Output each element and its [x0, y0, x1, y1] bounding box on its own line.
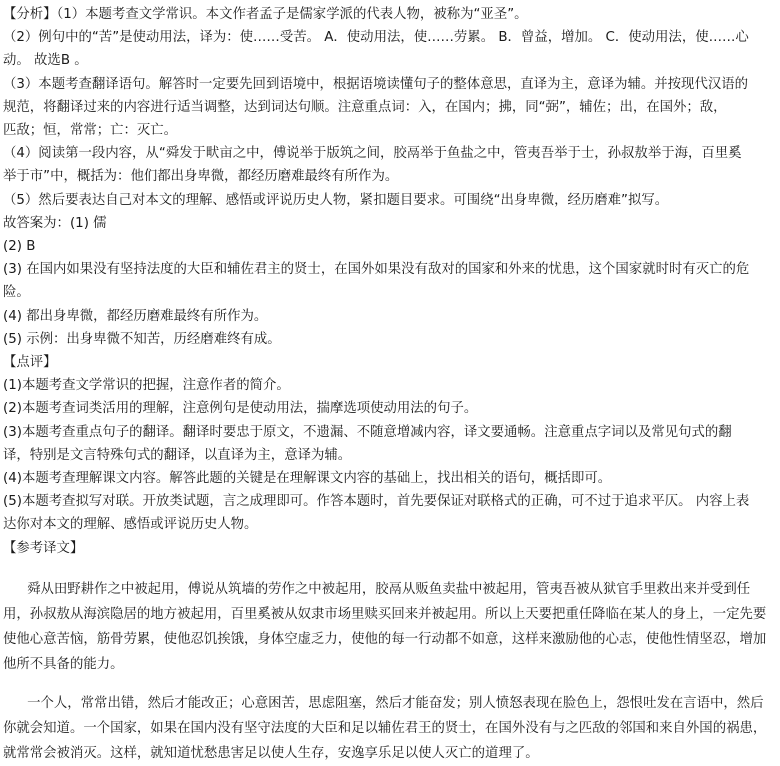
answer-line-3: (3) 在国内如果没有坚持法度的大臣和辅佐君主的贤士，在国外如果没有敌对的国家和外来的忧患，这个国家就时时有灭亡的危	[3, 262, 750, 278]
comment-line-6: (5)本题考查拟写对联。开放类试题，言之成理即可。作答本题时，首先要保证对联格式的正确，可不过于追求平仄。 内容上表	[3, 494, 750, 510]
comment-line-3: (3)本题考查重点句子的翻译。翻译时要忠于原文，不遗漏、不随意增减内容，译文要通畅。注意重点字词以及常见句式的翻	[3, 424, 732, 440]
translation-header: 【参考译文】	[3, 540, 84, 556]
analysis-line-3: 动。 故选B 。	[3, 53, 88, 69]
analysis-header: 【分析】	[3, 7, 57, 22]
comment-section	[3, 351, 772, 537]
analysis-line-7: （4）阅读第一段内容，从“舜发于畎亩之中，傅说举于版筑之间，胶鬲举于鱼盐之中，管夷吾举于士，孙叔敖举于海，百里奚	[3, 146, 742, 162]
comment-line-4: 译，特别是文言特殊句式的翻译，以直译为主，意译为辅。	[3, 447, 352, 463]
answer-line-5: (4) 都出身卑微，都经历磨难最终有所作为。	[3, 308, 268, 324]
analysis-line-6: 匹敌；恒，常常；亡：灭亡。	[3, 123, 178, 139]
analysis-line-4: （3）本题考查翻译语句。解答时一定要先回到语境中，根据语境读懂句子的整体意思，直译为主，意译为辅。并按现代汉语的	[3, 76, 748, 92]
analysis-line-8: 举于市”中，概括为：他们都出身卑微，都经历磨难最终有所作为。	[3, 169, 399, 185]
comment-line-1: (1)本题考查文学常识的把握，注意作者的简介。	[3, 378, 290, 394]
answer-line-1: 故答案为：(1) 儒	[3, 215, 107, 231]
translation-section	[3, 537, 772, 766]
analysis-line-9: （5）然后要表达自己对本文的理解、感悟或评说历史人物，紧扣题目要求。可围绕“出身卑微，经历磨难”拟写。	[3, 192, 669, 208]
analysis-section	[3, 3, 772, 212]
translation-paragraph-1: 舜从田野耕作之中被起用，傅说从筑墙的劳作之中被起用，胶鬲从贩鱼卖盐中被起用，管夷吾被从狱官手里救出来并受到任用，孙叔敖从海滨隐居的地方被起用，百里奚被从奴隶市场里赎买回来并被起用。所以上天要把重任降临在某人的身上，一定先要使他心意苦恼，筋骨劳累，使他忍饥挨饿，身体空虚乏力，使他的每一行动都不如意，这样来激励他的心志，使他性情坚忍，增加他所不具备的能力。	[3, 581, 767, 672]
answer-line-2: (2) B	[3, 239, 36, 255]
comment-header: 【点评】	[3, 355, 57, 371]
comment-line-2: (2)本题考查词类活用的理解，注意例句是使动用法，揣摩选项使动用法的句子。	[3, 401, 478, 417]
analysis-line-1: 【分析】（1）本题考查文学常识。本文作者孟子是儒家学派的代表人物，被称为“亚圣”。	[3, 7, 528, 22]
translation-paragraph-2: 一个人，常常出错，然后才能改正；心意困苦，思虑阻塞，然后才能奋发；别人愤怒表现在脸色上，怨恨吐发在言语中，然后你就会知道。一个国家，如果在国内没有坚守法度的大臣和足以辅佐君王的贤士，在国外没有与之匹敌的邻国和来自外国的祸患，就常常会被消灭。这样，就知道忧愁患害足以使人生存，安逸享乐足以使人灭亡的道理了。	[3, 695, 767, 761]
answer-line-4: 险。	[3, 285, 30, 301]
comment-line-5: (4)本题考查理解课文内容。解答此题的关键是在理解课文内容的基础上，找出相关的语句，概括即可。	[3, 471, 612, 487]
answers-section	[3, 212, 772, 351]
analysis-line-5: 规范，将翻译过来的内容进行适当调整，达到词达句顺。注意重点词：入，在国内；拂，同“弼”，辅佐；出，在国外；敌，	[3, 99, 727, 115]
analysis-line-2: （2）例句中的“苦”是使动用法，译为：使……受苦。 A．使动用法，使……劳累。 B．曾益，增加。 C．使动用法，使……心	[3, 30, 749, 46]
answer-line-6: (5) 示例：出身卑微不知苦，历经磨难终有成。	[3, 331, 281, 347]
comment-line-7: 达你对本文的理解、感悟或评说历史人物。	[3, 517, 258, 533]
